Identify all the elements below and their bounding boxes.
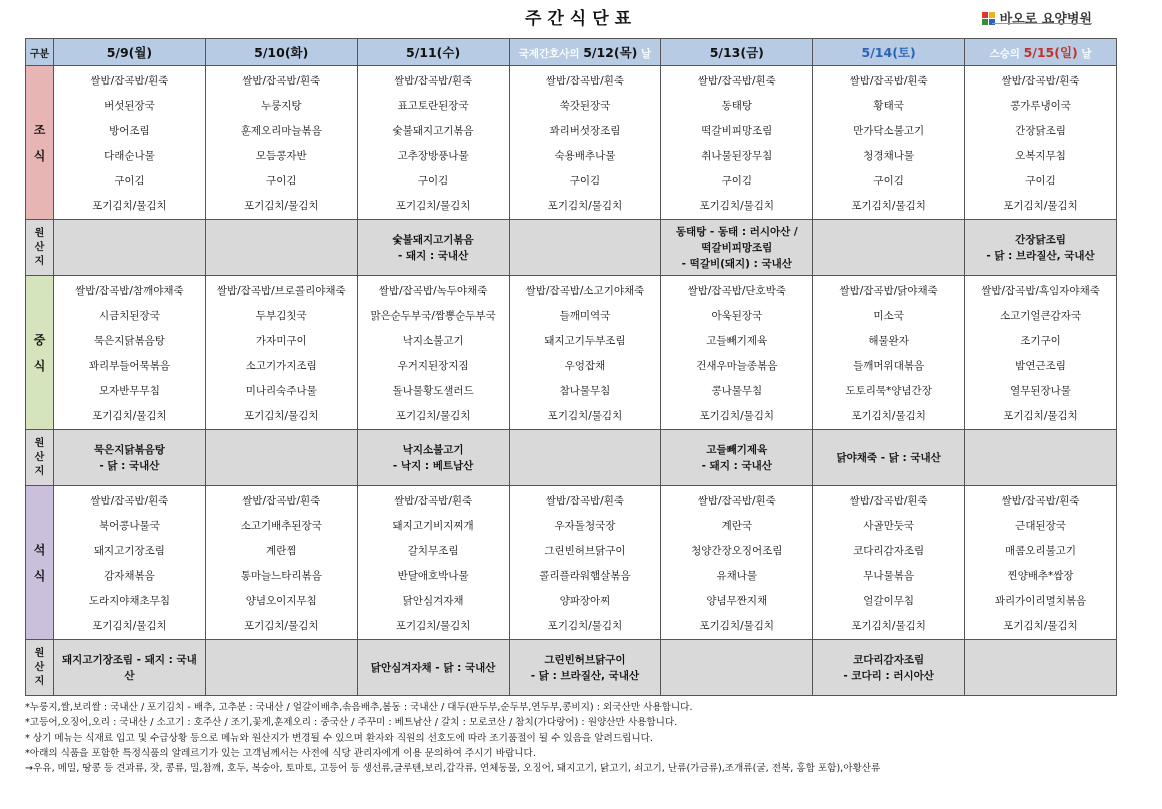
menu-item: 가자미구이: [255, 335, 307, 347]
menu-item: 쌀밥/잡곡밥/흰죽: [394, 495, 473, 507]
menu-item: 양념오이지무침: [245, 595, 317, 607]
menu-item: 낙지소불고기: [402, 335, 464, 347]
footnotes: [25, 700, 880, 776]
menu-item: 해물완자: [868, 335, 909, 347]
breakfast-day-cell: [205, 66, 357, 220]
menu-item: 건새우마늘종볶음: [696, 360, 778, 372]
menu-item: 쌀밥/잡곡밥/흰죽: [1001, 75, 1080, 87]
day-header: 5/10(화): [205, 39, 357, 66]
menu-item: 양념무짠지채: [706, 595, 768, 607]
menu-item: 포기김치/물김치: [92, 410, 167, 422]
menu-item: 미나리숙주나물: [245, 385, 317, 397]
menu-item: 닭안심겨자채: [402, 595, 464, 607]
menu-item: 만가닥소불고기: [853, 125, 925, 137]
menu-item: 돌나물황도샐러드: [392, 385, 474, 397]
menu-item: 쌀밥/잡곡밥/흑임자야채죽: [981, 285, 1100, 297]
menu-item: 숙용배추나물: [554, 150, 616, 162]
menu-item: 포기김치/물김치: [92, 200, 167, 212]
footnote: *고등어,오징어,오리 : 국내산 / 소고기 : 호주산 / 조기,꽃게,훈제오리 : 중국산 / 주꾸미 : 베트남산 / 갈치 : 모로코산 / 참치(가다랑어) : 원양산만 사용합니다.: [25, 717, 678, 729]
menu-item: 쌀밥/잡곡밥/흰죽: [849, 75, 928, 87]
day-header: 5/11(수): [357, 39, 509, 66]
origin-cell: 코다리감자조림 - 코다리 : 러시아산: [813, 640, 965, 696]
origin-cell: [509, 430, 661, 486]
menu-item: 콜리플라워햄살볶음: [539, 570, 631, 582]
menu-item: 쌀밥/잡곡밥/흰죽: [242, 495, 321, 507]
menu-item: 돼지고기장조림: [93, 545, 165, 557]
menu-item: 포기김치/물김치: [395, 410, 471, 422]
menu-item: 구이김: [721, 175, 753, 187]
dinner-day-cell: [54, 486, 206, 640]
menu-item: 청경채나물: [863, 150, 914, 162]
origin-cell: 숯불돼지고기볶음 - 돼지 : 국내산: [357, 220, 509, 276]
menu-item: 아욱된장국: [711, 310, 763, 322]
menu-item: 고추장방풍나물: [397, 150, 469, 162]
menu-item: 포기김치/물김치: [243, 410, 319, 422]
menu-item: 고들빼기제육: [706, 335, 768, 347]
menu-item: 근대된장국: [1015, 520, 1066, 532]
menu-item: 포기김치/물김치: [395, 200, 471, 212]
menu-item: 갈치무조림: [407, 545, 459, 557]
origin-cell: 그린빈허브닭구이 - 닭 : 브라질산, 국내산: [509, 640, 661, 696]
lunch-day-cell: [205, 276, 357, 430]
menu-item: 매콤오리불고기: [1005, 545, 1077, 557]
menu-item: 구이김: [114, 175, 145, 187]
menu-item: 감자채볶음: [104, 570, 155, 582]
menu-item: 포기김치/물김치: [851, 620, 926, 632]
menu-item: 쌀밥/잡곡밥/소고기야채죽: [525, 285, 645, 297]
menu-item: 포기김치/물김치: [243, 200, 319, 212]
menu-item: 두부김칫국: [255, 310, 307, 322]
lunch-day-cell: [813, 276, 965, 430]
menu-item: 우거지된장지짐: [397, 360, 469, 372]
menu-item: 쌀밥/잡곡밥/흰죽: [90, 75, 169, 87]
corner-cell: 구분: [26, 39, 54, 66]
menu-item: 꽈리부들어묵볶음: [88, 360, 170, 372]
hospital-logo: [982, 8, 1092, 27]
menu-item: 구이김: [1025, 175, 1056, 187]
menu-item: 취나물된장무침: [701, 150, 773, 162]
day-header: 국제간호사의 5/12(목) 날: [509, 39, 661, 66]
origin-cell: 묵은지닭볶음탕 - 닭 : 국내산: [54, 430, 206, 486]
breakfast-day-cell: [661, 66, 813, 220]
menu-item: 누룽지탕: [260, 100, 302, 112]
footnote: *누룽지,쌀,보리쌀 : 국내산 / 포기김치 - 배추, 고추분 : 국내산 / 얼갈이배추,솎음배추,봄동 : 국내산 / 대두(판두부,순두부,연두부,콩비지) : 외국산만 사용합니다.: [25, 702, 693, 713]
menu-item: 쑥갓된장국: [559, 100, 611, 112]
menu-item: 동태탕: [721, 100, 753, 112]
menu-item: 밤연근조림: [1015, 360, 1066, 372]
menu-item: 계란국: [721, 520, 753, 532]
menu-item: 코다리감자조림: [853, 545, 925, 557]
menu-item: 도토리묵*양념간장: [845, 385, 932, 397]
dinner-label: 석 식: [26, 486, 54, 640]
breakfast-label: 조 식: [26, 66, 54, 220]
breakfast-day-cell: [357, 66, 509, 220]
menu-item: 반달애호박나물: [397, 570, 469, 582]
menu-item: 포기김치/물김치: [547, 200, 623, 212]
menu-item: 쌀밥/잡곡밥/브로콜리야채죽: [216, 285, 346, 297]
origin-label: 원 산 지: [26, 640, 54, 696]
menu-item: 소고기얼큰감자국: [999, 310, 1082, 322]
origin-cell: 돼지고기장조림 - 돼지 : 국내 산: [54, 640, 206, 696]
menu-item: 통마늘느타리볶음: [240, 570, 322, 582]
menu-item: 포기김치/물김치: [395, 620, 471, 632]
menu-item: 구이김: [417, 175, 449, 187]
menu-item: 포기김치/물김치: [851, 410, 926, 422]
menu-item: 쌀밥/잡곡밥/흰죽: [1001, 495, 1080, 507]
lunch-day-cell: [661, 276, 813, 430]
menu-item: 쌀밥/잡곡밥/흰죽: [697, 75, 776, 87]
breakfast-row: [26, 66, 1117, 220]
menu-item: 다래순나물: [104, 150, 155, 162]
menu-item: 참나물무침: [559, 385, 611, 397]
origin-cell: 낙지소불고기 - 낙지 : 베트남산: [357, 430, 509, 486]
menu-item: 쌀밥/잡곡밥/흰죽: [849, 495, 928, 507]
origin-cell: 간장닭조림 - 닭 : 브라질산, 국내산: [965, 220, 1117, 276]
origin-cell: [661, 640, 813, 696]
lunch-day-cell: [965, 276, 1117, 430]
menu-item: 북어콩나물국: [98, 520, 160, 532]
menu-item: 열무된장나물: [1010, 385, 1071, 397]
menu-item: 콩나물무침: [711, 385, 763, 397]
menu-item: 쌀밥/잡곡밥/흰죽: [545, 75, 624, 87]
menu-item: 소고기가지조림: [245, 360, 317, 372]
menu-item: 쌀밥/잡곡밥/흰죽: [90, 495, 169, 507]
menu-item: 청양간장오징어조림: [691, 545, 783, 557]
menu-item: 콩가루냉이국: [1010, 100, 1071, 112]
origin-cell: [509, 220, 661, 276]
menu-item: 꽈리버섯장조림: [549, 125, 621, 137]
day-header: 스승의 5/15(일) 날: [965, 39, 1117, 66]
menu-item: 우엉잡채: [564, 360, 606, 372]
menu-item: 황태국: [873, 100, 904, 112]
logo-text: 바오로 요양병원: [999, 12, 1092, 27]
menu-item: 포기김치/물김치: [1003, 620, 1078, 632]
dinner-day-cell: [813, 486, 965, 640]
origin-cell: 고들빼기제육 - 돼지 : 국내산: [661, 430, 813, 486]
footnote: *아래의 식품을 포함한 특정식품의 알레르기가 있는 고객님께서는 사전에 식당 관리자에게 이용 문의하여 주시기 바랍니다.: [25, 747, 536, 759]
dinner-origin-row: [26, 640, 1117, 696]
menu-item: 맑은순두부국/짬뽕순두부국: [370, 310, 496, 322]
menu-item: 쌀밥/잡곡밥/참깨야채죽: [75, 285, 184, 297]
menu-item: 쌀밥/잡곡밥/흰죽: [697, 495, 776, 507]
menu-item: 포기김치/물김치: [1003, 410, 1078, 422]
origin-cell: [54, 220, 206, 276]
menu-item: 돼지고기두부조림: [544, 335, 626, 347]
menu-item: 사골만둣국: [863, 520, 914, 532]
origin-cell: [205, 430, 357, 486]
menu-item: 찐양배추*쌈장: [1007, 570, 1074, 582]
dinner-day-cell: [965, 486, 1117, 640]
menu-item: 꽈리가이리멸치볶음: [994, 595, 1087, 607]
menu-item: 포기김치/물김치: [699, 410, 775, 422]
menu-item: 숯불돼지고기볶음: [392, 125, 474, 137]
breakfast-day-cell: [965, 66, 1117, 220]
footnote: →우유, 메밀, 땅콩 등 견과류, 잣, 콩류, 밀,참깨, 호두, 복숭아, 토마토, 고등어 등 생선류,글루텐,보리,갑각류, 연체동물, 오징어, 돼지고기, 닭고기, 쇠고기, 난류(가금류),조개류(굴, 전복, 홍합 포함),아황산류: [25, 763, 881, 775]
menu-item: 쌀밥/잡곡밥/녹두야채죽: [378, 285, 488, 297]
lunch-day-cell: [54, 276, 206, 430]
page-title: 주간식단표: [524, 9, 638, 29]
menu-item: 조기구이: [1020, 335, 1061, 347]
menu-item: 그린빈허브닭구이: [544, 545, 626, 557]
menu-item: 들깨머위대볶음: [853, 360, 925, 372]
breakfast-origin-row: [26, 220, 1117, 276]
origin-cell: [965, 430, 1117, 486]
dinner-day-cell: [205, 486, 357, 640]
menu-item: 양파장아찌: [559, 595, 611, 607]
menu-item: 쌀밥/잡곡밥/흰죽: [242, 75, 321, 87]
menu-item: 구이김: [266, 175, 297, 187]
menu-item: 훈제오리마늘볶음: [240, 125, 322, 137]
day-header: 5/9(월): [54, 39, 206, 66]
menu-item: 묵은지닭볶음탕: [93, 335, 165, 347]
origin-label: 원 산 지: [26, 430, 54, 486]
breakfast-day-cell: [813, 66, 965, 220]
menu-item: 방어조림: [109, 125, 150, 137]
menu-item: 포기김치/물김치: [699, 620, 775, 632]
origin-cell: 동태탕 - 동태 : 러시아산 / 떡갈비피망조림 - 떡갈비(돼지) : 국내산: [661, 220, 813, 276]
day-header: 5/13(금): [661, 39, 813, 66]
lunch-day-cell: [509, 276, 661, 430]
menu-item: 떡갈비피망조림: [701, 125, 773, 137]
menu-item: 쌀밥/잡곡밥/닭야채죽: [839, 285, 938, 297]
menu-item: 쌀밥/잡곡밥/흰죽: [394, 75, 473, 87]
menu-item: 얼갈이무침: [863, 595, 914, 607]
menu-item: 구이김: [569, 175, 601, 187]
menu-item: 계란찜: [266, 545, 297, 557]
menu-item: 포기김치/물김치: [243, 620, 319, 632]
dinner-row: [26, 486, 1117, 640]
dinner-day-cell: [661, 486, 813, 640]
origin-cell: 닭야채죽 - 닭 : 국내산: [813, 430, 965, 486]
breakfast-day-cell: [509, 66, 661, 220]
menu-item: 포기김치/물김치: [547, 410, 623, 422]
origin-cell: [965, 640, 1117, 696]
menu-item: 오복지무침: [1015, 150, 1066, 162]
lunch-row: [26, 276, 1117, 430]
lunch-day-cell: [357, 276, 509, 430]
dinner-day-cell: [357, 486, 509, 640]
menu-item: 간장닭조림: [1015, 125, 1066, 137]
menu-item: 구이김: [873, 175, 904, 187]
lunch-origin-row: [26, 430, 1117, 486]
menu-item: 우자돌청국장: [554, 520, 616, 532]
origin-cell: [205, 220, 357, 276]
menu-item: 쌀밥/잡곡밥/흰죽: [545, 495, 624, 507]
menu-item: 무나물볶음: [863, 570, 914, 582]
menu-item: 시금치된장국: [98, 310, 160, 322]
menu-item: 버섯된장국: [104, 100, 155, 112]
menu-item: 포기김치/물김치: [1003, 200, 1078, 212]
menu-item: 미소국: [873, 310, 904, 322]
menu-item: 쌀밥/잡곡밥/단호박죽: [687, 285, 786, 297]
dinner-day-cell: [509, 486, 661, 640]
header-row: [26, 39, 1117, 66]
menu-item: 포기김치/물김치: [92, 620, 167, 632]
menu-item: 포기김치/물김치: [851, 200, 926, 212]
menu-item: 들깨미역국: [559, 310, 611, 322]
logo-underline: [992, 23, 1092, 24]
menu-item: 유채나물: [716, 570, 758, 582]
menu-item: 소고기배추된장국: [240, 520, 322, 532]
origin-cell: 닭안심겨자채 - 닭 : 국내산: [357, 640, 509, 696]
menu-item: 포기김치/물김치: [547, 620, 623, 632]
origin-cell: [813, 220, 965, 276]
menu-item: 도라지야채초무침: [88, 595, 170, 607]
menu-item: 포기김치/물김치: [699, 200, 775, 212]
breakfast-day-cell: [54, 66, 206, 220]
origin-label: 원 산 지: [26, 220, 54, 276]
menu-item: 표고토란된장국: [397, 100, 469, 112]
lunch-label: 중 식: [26, 276, 54, 430]
footnote: * 상기 메뉴는 식재료 입고 및 수급상황 등으로 메뉴와 원산지가 변경될 수 있으며 환자와 직원의 선호도에 따라 조기품절이 될 수 있음을 알려드립니다.: [25, 732, 653, 744]
menu-item: 모자반무무침: [98, 385, 160, 397]
menu-item: 모듬콩자반: [255, 150, 307, 162]
day-header: 5/14(토): [813, 39, 965, 66]
menu-item: 돼지고기비지찌개: [392, 520, 474, 532]
weekly-menu-table: [25, 38, 1117, 696]
origin-cell: [205, 640, 357, 696]
